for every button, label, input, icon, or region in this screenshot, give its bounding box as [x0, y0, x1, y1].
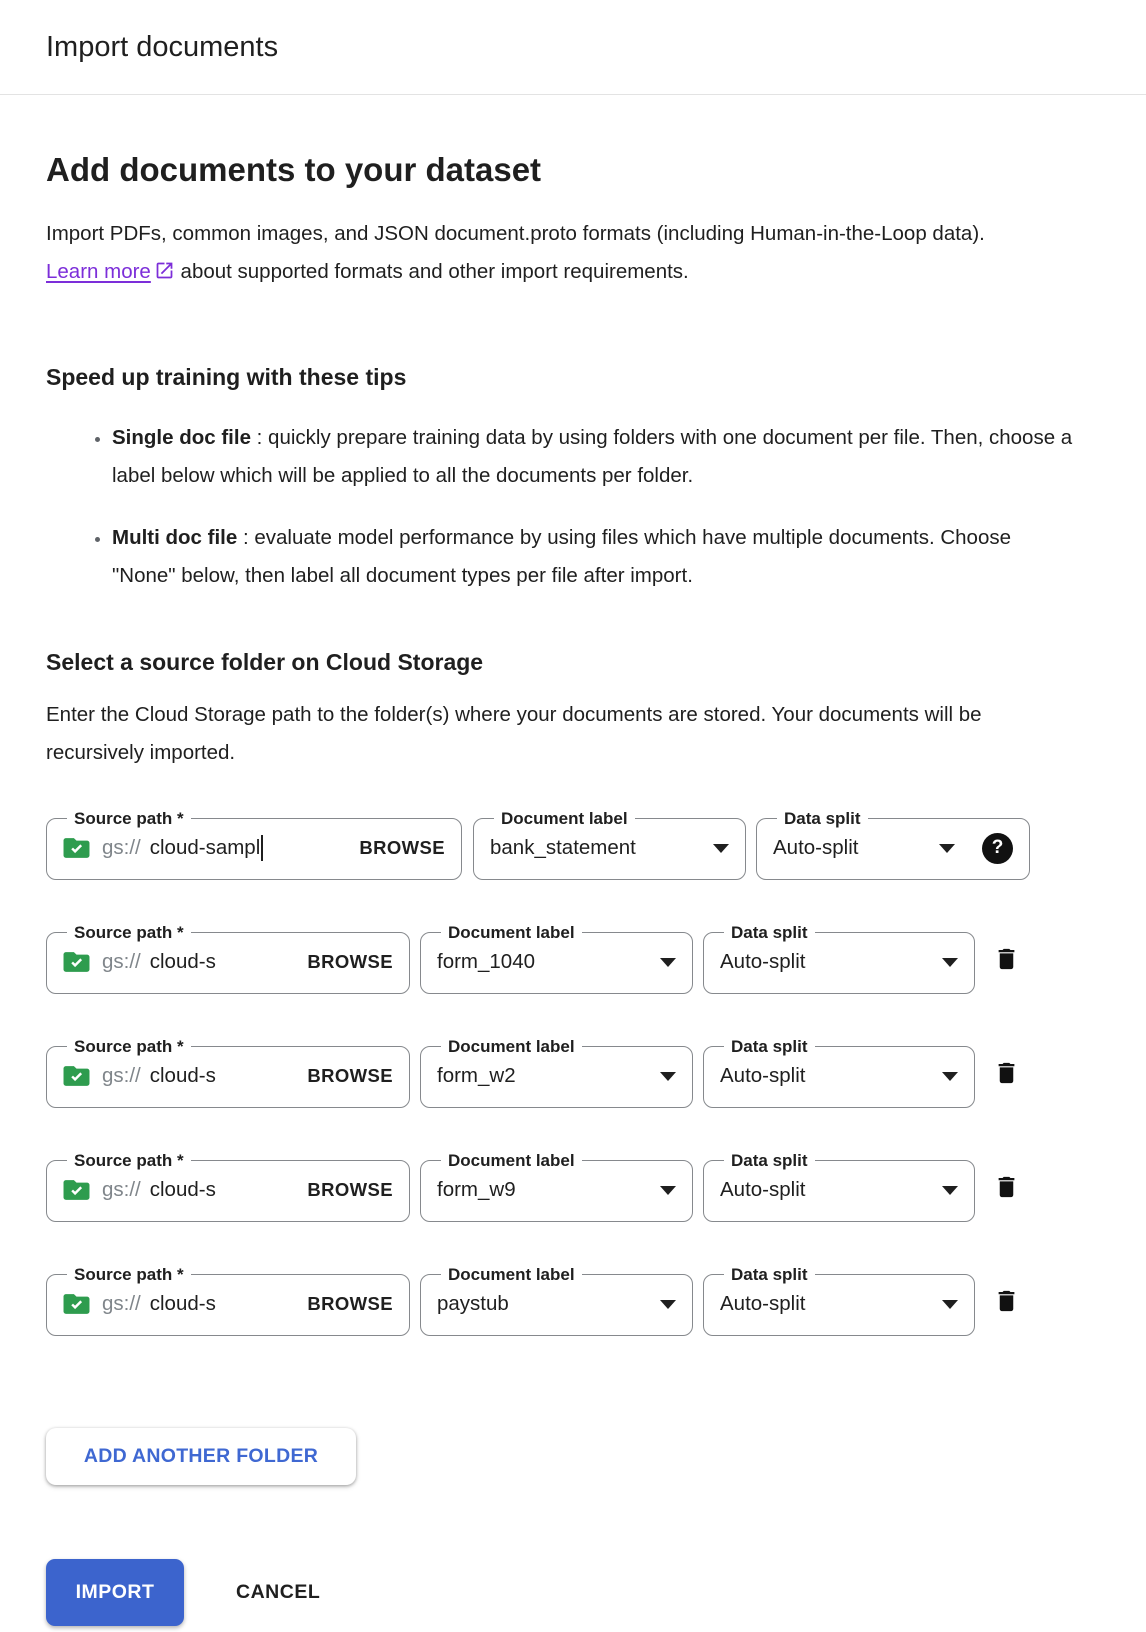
chevron-down-icon — [939, 844, 955, 853]
help-icon[interactable]: ? — [982, 833, 1013, 864]
gs-prefix: gs:// — [102, 1292, 141, 1315]
source-path-value[interactable]: cloud-s — [149, 1292, 216, 1315]
source-path-label: Source path * — [74, 1265, 184, 1284]
delete-row-button[interactable] — [993, 944, 1020, 974]
tip-text: : evaluate model performance by using files which have multiple documents. Choose "None" below, then label all document types per file after import. — [112, 526, 1011, 587]
dialog-header — [0, 0, 1146, 95]
learn-more-label: Learn more — [46, 260, 151, 283]
import-button[interactable]: IMPORT — [46, 1559, 184, 1626]
document-label-select[interactable] — [420, 1038, 693, 1108]
source-path-label: Source path * — [74, 1037, 184, 1056]
tips-heading: Speed up training with these tips — [46, 364, 407, 390]
folder-check-icon — [63, 1292, 90, 1316]
chevron-down-icon — [660, 1072, 676, 1081]
browse-button[interactable]: BROWSE — [297, 951, 393, 973]
source-path-field[interactable] — [46, 924, 410, 994]
data-split-value: Auto-split — [720, 950, 806, 973]
delete-row-button[interactable] — [993, 1058, 1020, 1088]
source-path-field[interactable] — [46, 1266, 410, 1336]
external-link-icon — [154, 256, 175, 294]
gs-prefix: gs:// — [102, 836, 141, 859]
source-folder-row-1 — [46, 810, 1100, 880]
chevron-down-icon — [942, 1300, 958, 1309]
gs-prefix: gs:// — [102, 1178, 141, 1201]
gs-prefix: gs:// — [102, 950, 141, 973]
delete-row-button[interactable] — [993, 1172, 1020, 1202]
browse-button[interactable]: BROWSE — [349, 837, 445, 859]
folder-check-icon — [63, 1178, 90, 1202]
source-folder-row-2 — [46, 924, 1100, 994]
chevron-down-icon — [660, 1300, 676, 1309]
data-split-title: Data split — [731, 1265, 808, 1284]
data-split-value: Auto-split — [720, 1292, 806, 1315]
data-split-select[interactable] — [703, 924, 975, 994]
source-path-label: Source path * — [74, 809, 184, 828]
chevron-down-icon — [713, 844, 729, 853]
data-split-value: Auto-split — [720, 1178, 806, 1201]
source-section-description: Enter the Cloud Storage path to the folder(s) where your documents are stored. Your documents will be recursively imported. — [46, 703, 982, 764]
source-section-heading: Select a source folder on Cloud Storage — [46, 649, 484, 675]
tips-list — [46, 419, 1100, 595]
data-split-title: Data split — [784, 809, 861, 828]
document-label-title: Document label — [448, 923, 575, 942]
document-label-select[interactable] — [473, 810, 746, 880]
source-folder-row-4 — [46, 1152, 1100, 1222]
tip-single-doc — [112, 419, 1077, 495]
intro-paragraph — [46, 215, 1031, 294]
data-split-value: Auto-split — [773, 836, 859, 859]
source-folders-form — [46, 810, 1100, 1626]
source-path-value[interactable]: cloud-s — [149, 1064, 216, 1087]
intro-text-after: about supported formats and other import requirements. — [174, 260, 689, 283]
document-label-value: form_1040 — [437, 950, 536, 973]
document-label-value: form_w9 — [437, 1178, 516, 1201]
data-split-title: Data split — [731, 923, 808, 942]
folder-check-icon — [63, 950, 90, 974]
chevron-down-icon — [942, 1186, 958, 1195]
intro-text-before: Import PDFs, common images, and JSON document.proto formats (including Human-in-the-Loop data). — [46, 222, 985, 245]
source-path-value[interactable]: cloud-sampl — [149, 836, 261, 859]
source-path-value[interactable]: cloud-s — [149, 1178, 216, 1201]
data-split-select[interactable] — [756, 810, 1030, 880]
folder-check-icon — [63, 1064, 90, 1088]
add-another-folder-button[interactable]: ADD ANOTHER FOLDER — [46, 1428, 356, 1485]
browse-button[interactable]: BROWSE — [297, 1179, 393, 1201]
document-label-value: form_w2 — [437, 1064, 516, 1087]
source-path-field[interactable] — [46, 1038, 410, 1108]
browse-button[interactable]: BROWSE — [297, 1293, 393, 1315]
chevron-down-icon — [942, 958, 958, 967]
source-path-label: Source path * — [74, 1151, 184, 1170]
data-split-select[interactable] — [703, 1266, 975, 1336]
source-path-value[interactable]: cloud-s — [149, 950, 216, 973]
document-label-value: bank_statement — [490, 836, 636, 859]
folder-check-icon — [63, 836, 90, 860]
action-buttons — [46, 1559, 1100, 1626]
source-path-field[interactable] — [46, 1152, 410, 1222]
delete-row-button[interactable] — [993, 1286, 1020, 1316]
data-split-title: Data split — [731, 1037, 808, 1056]
document-label-title: Document label — [448, 1151, 575, 1170]
browse-button[interactable]: BROWSE — [297, 1065, 393, 1087]
chevron-down-icon — [660, 1186, 676, 1195]
source-path-label: Source path * — [74, 923, 184, 942]
document-label-select[interactable] — [420, 1266, 693, 1336]
text-cursor — [261, 835, 263, 861]
document-label-title: Document label — [448, 1265, 575, 1284]
tip-bold-label: Single doc file — [112, 426, 251, 449]
import-form-body — [0, 151, 1146, 1626]
learn-more-link[interactable] — [46, 260, 175, 283]
source-path-field[interactable] — [46, 810, 462, 880]
source-folder-row-5 — [46, 1266, 1100, 1336]
chevron-down-icon — [660, 958, 676, 967]
data-split-select[interactable] — [703, 1152, 975, 1222]
document-label-title: Document label — [501, 809, 628, 828]
document-label-select[interactable] — [420, 924, 693, 994]
tip-multi-doc — [112, 519, 1077, 595]
cancel-button[interactable]: CANCEL — [230, 1580, 326, 1605]
page-title: Add documents to your dataset — [46, 151, 542, 188]
data-split-value: Auto-split — [720, 1064, 806, 1087]
tip-text: : quickly prepare training data by using folders with one document per file. Then, choose a label below which will be applied to all the documents per folder. — [112, 426, 1073, 487]
source-folder-row-3 — [46, 1038, 1100, 1108]
data-split-select[interactable] — [703, 1038, 975, 1108]
document-label-title: Document label — [448, 1037, 575, 1056]
tip-bold-label: Multi doc file — [112, 526, 238, 549]
chevron-down-icon — [942, 1072, 958, 1081]
dialog-title: Import documents — [46, 30, 279, 63]
document-label-select[interactable] — [420, 1152, 693, 1222]
data-split-title: Data split — [731, 1151, 808, 1170]
gs-prefix: gs:// — [102, 1064, 141, 1087]
document-label-value: paystub — [437, 1292, 509, 1315]
